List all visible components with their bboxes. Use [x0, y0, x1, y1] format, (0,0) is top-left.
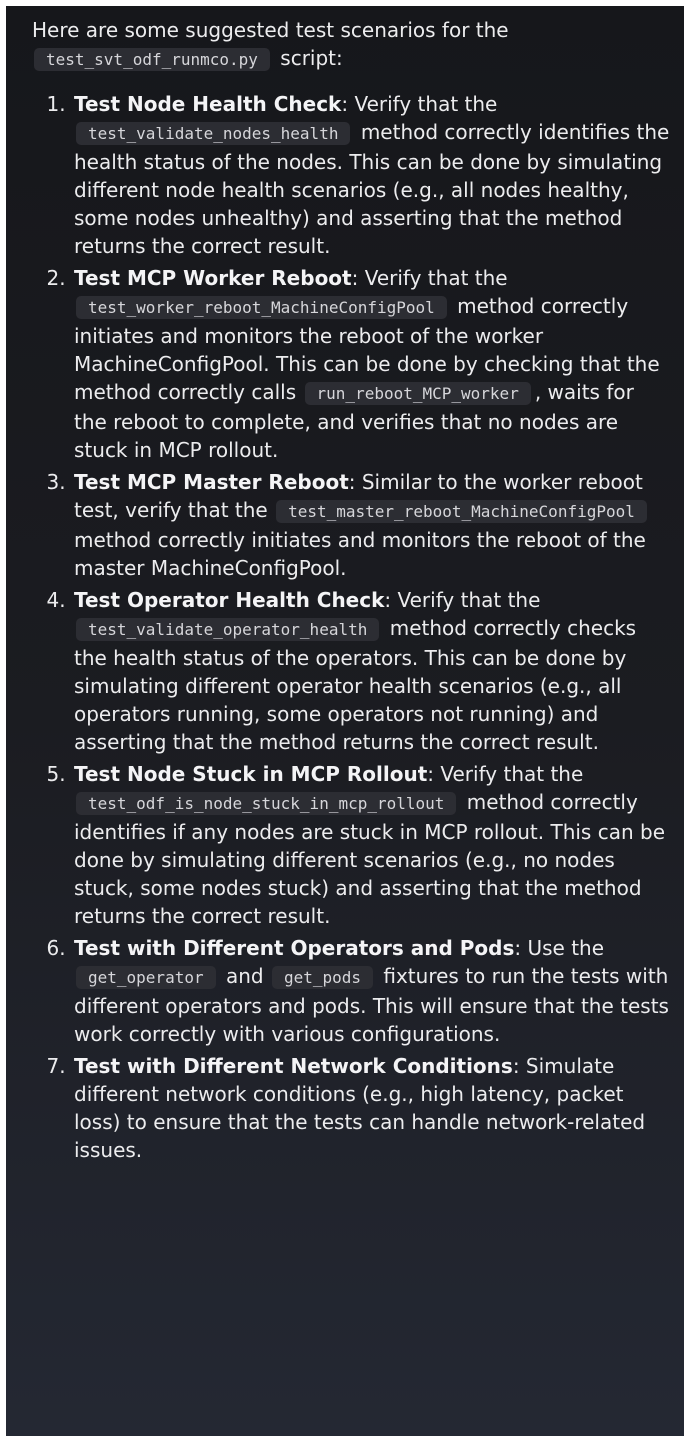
- item-title: Test Node Stuck in MCP Rollout: [74, 762, 428, 786]
- item-title: Test MCP Worker Reboot: [74, 266, 352, 290]
- inline-code: test_master_reboot_MachineConfigPool: [276, 500, 647, 523]
- inline-code: test_worker_reboot_MachineConfigPool: [76, 296, 447, 319]
- list-item: [72, 586, 670, 756]
- list-item: [72, 468, 670, 582]
- item-text: : Use the: [514, 936, 605, 960]
- chat-response-message: [6, 6, 684, 1436]
- inline-code-script-name: test_svt_odf_runmco.py: [34, 48, 270, 71]
- item-title: Test with Different Operators and Pods: [74, 936, 515, 960]
- item-text: : Verify that the: [351, 266, 508, 290]
- item-title: Test MCP Master Reboot: [74, 470, 349, 494]
- item-text: : Verify that the: [341, 92, 498, 116]
- item-text: method correctly checks the health status of the operators. This can be done by simulating different operator health scenarios (e.g., all operators running, some operators not running) and asserting that the method returns the correct result.: [74, 616, 637, 754]
- item-title: Test Operator Health Check: [74, 588, 385, 612]
- list-item: [72, 760, 670, 930]
- item-text: : Verify that the: [384, 588, 541, 612]
- intro-text: Here are some suggested test scenarios for the: [32, 18, 509, 42]
- intro-paragraph: [32, 16, 670, 74]
- item-text: : Similar to the worker reboot test, verify that the: [74, 470, 643, 522]
- inline-code: test_validate_operator_health: [76, 618, 379, 641]
- item-text: fixtures to run the tests with different operators and pods. This will ensure that the tests work correctly with various configurations.: [74, 964, 669, 1046]
- list-item: [72, 934, 670, 1048]
- item-text: method correctly identifies if any nodes are stuck in MCP rollout. This can be done by simulating different scenarios (e.g., no nodes stuck, some nodes stuck) and asserting that the method returns the correct result.: [74, 790, 665, 928]
- item-text: method correctly initiates and monitors the reboot of the worker MachineConfigPool. This can be done by checking that the method correctly calls: [74, 294, 660, 404]
- list-item: [72, 1052, 670, 1164]
- list-item: [72, 90, 670, 260]
- item-text: and: [225, 964, 264, 988]
- item-text: , waits for the reboot to complete, and verifies that no nodes are stuck in MCP rollout.: [74, 380, 634, 462]
- inline-code: test_validate_nodes_health: [76, 122, 350, 145]
- inline-code: test_odf_is_node_stuck_in_mcp_rollout: [76, 792, 456, 815]
- item-text: method correctly identifies the health status of the nodes. This can be done by simulating different node health scenarios (e.g., all nodes healthy, some nodes unhealthy) and asserting that the method returns the correct result.: [74, 120, 670, 258]
- item-text: : Verify that the: [427, 762, 584, 786]
- item-title: Test Node Health Check: [74, 92, 342, 116]
- item-title: Test with Different Network Conditions: [74, 1054, 513, 1078]
- inline-code: run_reboot_MCP_worker: [305, 382, 531, 405]
- inline-code: get_operator: [76, 966, 216, 989]
- list-item: [72, 264, 670, 464]
- test-scenario-list: [32, 90, 670, 1164]
- item-text: : Simulate different network conditions (e.g., high latency, packet loss) to ensure that the tests can handle network-related issues.: [74, 1054, 646, 1162]
- inline-code: get_pods: [272, 966, 373, 989]
- intro-text-end: script:: [280, 46, 343, 70]
- item-text: method correctly initiates and monitors the reboot of the master MachineConfigPool.: [74, 528, 646, 580]
